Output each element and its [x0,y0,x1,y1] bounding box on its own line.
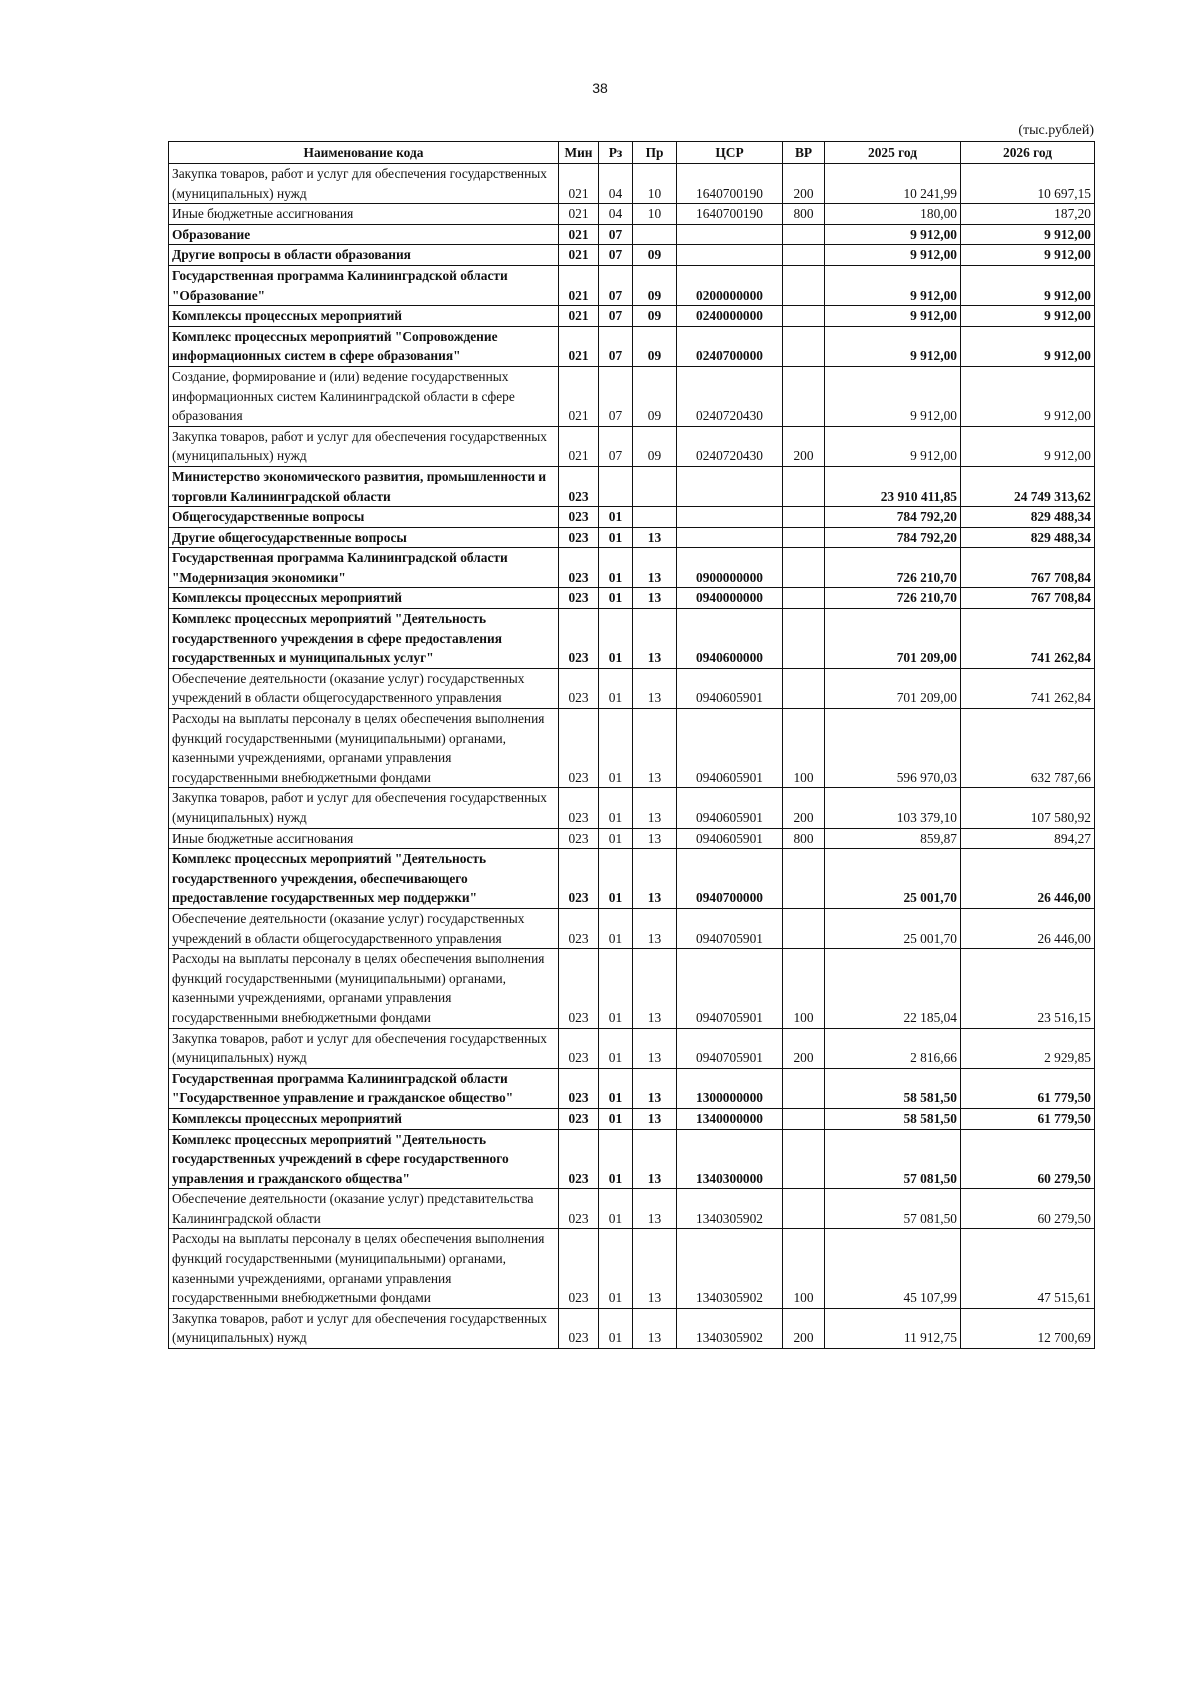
cell-name: Комплекс процессных мероприятий "Деятельность государственных учреждений в сфере государственного управления и гражданского общества" [169,1129,559,1189]
cell-rz: 01 [599,709,633,788]
table-body [169,164,1095,1349]
table-row [169,949,1095,1028]
cell-vr: 200 [783,1028,825,1068]
cell-vr [783,224,825,245]
cell-csr [677,507,783,528]
table-row [169,668,1095,708]
cell-name: Образование [169,224,559,245]
cell-2025: 701 209,00 [825,609,961,669]
cell-csr: 0900000000 [677,548,783,588]
cell-csr: 1340305902 [677,1308,783,1348]
table-row [169,1108,1095,1129]
cell-csr: 0940705901 [677,1028,783,1068]
cell-min: 021 [559,426,599,466]
cell-name: Иные бюджетные ассигнования [169,204,559,225]
cell-min: 021 [559,164,599,204]
cell-pr: 13 [633,709,677,788]
cell-name: Расходы на выплаты персоналу в целях обеспечения выполнения функций государственными (муниципальными) органами, казенными учреждениями, органами управления государственными внебюджетными фондами [169,1229,559,1308]
cell-pr: 13 [633,1028,677,1068]
cell-vr [783,1108,825,1129]
cell-2026: 829 488,34 [961,507,1095,528]
cell-pr: 09 [633,366,677,426]
table-row [169,849,1095,909]
cell-csr [677,245,783,266]
cell-2026: 26 446,00 [961,908,1095,948]
cell-rz: 01 [599,1108,633,1129]
cell-rz: 01 [599,548,633,588]
cell-name: Государственная программа Калининградской области "Модернизация экономики" [169,548,559,588]
cell-rz: 01 [599,588,633,609]
table-row [169,466,1095,506]
cell-2025: 9 912,00 [825,366,961,426]
cell-min: 023 [559,849,599,909]
table-row [169,1308,1095,1348]
cell-name: Закупка товаров, работ и услуг для обеспечения государственных (муниципальных) нужд [169,426,559,466]
cell-vr: 100 [783,1229,825,1308]
cell-2025: 701 209,00 [825,668,961,708]
cell-pr: 09 [633,245,677,266]
cell-2025: 180,00 [825,204,961,225]
cell-csr: 0940700000 [677,849,783,909]
column-header-csr: ЦСР [677,142,783,164]
cell-csr: 0940705901 [677,949,783,1028]
cell-pr [633,466,677,506]
cell-vr: 200 [783,164,825,204]
cell-2026: 9 912,00 [961,265,1095,305]
cell-min: 023 [559,788,599,828]
cell-name: Закупка товаров, работ и услуг для обеспечения государственных (муниципальных) нужд [169,1308,559,1348]
cell-vr [783,609,825,669]
cell-pr: 13 [633,609,677,669]
cell-csr: 1340305902 [677,1189,783,1229]
cell-min: 023 [559,1028,599,1068]
cell-name: Комплекс процессных мероприятий "Деятельность государственного учреждения в сфере предоставления государственных и муниципальных услуг" [169,609,559,669]
cell-pr: 13 [633,668,677,708]
cell-vr: 100 [783,949,825,1028]
table-row [169,709,1095,788]
cell-pr: 13 [633,1189,677,1229]
cell-min: 023 [559,949,599,1028]
cell-rz: 04 [599,204,633,225]
cell-rz: 01 [599,788,633,828]
cell-2025: 9 912,00 [825,306,961,327]
cell-vr [783,1129,825,1189]
cell-2025: 9 912,00 [825,426,961,466]
cell-name: Закупка товаров, работ и услуг для обеспечения государственных (муниципальных) нужд [169,788,559,828]
cell-pr: 13 [633,588,677,609]
budget-table [168,141,1095,1349]
cell-rz: 07 [599,306,633,327]
cell-2026: 9 912,00 [961,306,1095,327]
table-row [169,1229,1095,1308]
cell-2025: 23 910 411,85 [825,466,961,506]
cell-2025: 57 081,50 [825,1189,961,1229]
cell-2026: 829 488,34 [961,527,1095,548]
cell-csr: 1340305902 [677,1229,783,1308]
table-row [169,507,1095,528]
table-row [169,306,1095,327]
units-label: (тыс.рублей) [1018,123,1094,138]
cell-name: Государственная программа Калининградской области "Образование" [169,265,559,305]
cell-name: Расходы на выплаты персоналу в целях обеспечения выполнения функций государственными (муниципальными) органами, казенными учреждениями, органами управления государственными внебюджетными фондами [169,709,559,788]
cell-2026: 9 912,00 [961,224,1095,245]
cell-min: 021 [559,245,599,266]
cell-2026: 47 515,61 [961,1229,1095,1308]
cell-2025: 58 581,50 [825,1108,961,1129]
cell-vr [783,466,825,506]
cell-2026: 10 697,15 [961,164,1095,204]
cell-2026: 767 708,84 [961,548,1095,588]
cell-rz: 01 [599,828,633,849]
column-header-2026: 2026 год [961,142,1095,164]
cell-rz: 01 [599,1189,633,1229]
cell-2026: 9 912,00 [961,366,1095,426]
cell-vr [783,849,825,909]
cell-2026: 61 779,50 [961,1108,1095,1129]
cell-min: 023 [559,709,599,788]
cell-csr: 0240720430 [677,426,783,466]
cell-vr: 100 [783,709,825,788]
cell-min: 023 [559,1108,599,1129]
cell-2026: 894,27 [961,828,1095,849]
cell-csr: 0200000000 [677,265,783,305]
column-header-pr: Пр [633,142,677,164]
cell-rz: 01 [599,1028,633,1068]
cell-2026: 23 516,15 [961,949,1095,1028]
cell-csr: 0940705901 [677,908,783,948]
cell-csr: 1340000000 [677,1108,783,1129]
table-row [169,204,1095,225]
cell-rz: 01 [599,908,633,948]
cell-rz: 07 [599,245,633,266]
table-row [169,828,1095,849]
cell-2026: 24 749 313,62 [961,466,1095,506]
cell-2025: 784 792,20 [825,527,961,548]
table-row [169,1068,1095,1108]
cell-vr [783,366,825,426]
cell-min: 023 [559,908,599,948]
cell-2026: 632 787,66 [961,709,1095,788]
cell-2025: 2 816,66 [825,1028,961,1068]
table-row [169,908,1095,948]
cell-vr [783,668,825,708]
cell-2025: 9 912,00 [825,326,961,366]
cell-rz [599,466,633,506]
table-row [169,1129,1095,1189]
cell-vr [783,1189,825,1229]
cell-name: Иные бюджетные ассигнования [169,828,559,849]
cell-2025: 103 379,10 [825,788,961,828]
cell-2025: 45 107,99 [825,1229,961,1308]
cell-name: Обеспечение деятельности (оказание услуг) государственных учреждений в области общегосударственного управления [169,908,559,948]
cell-vr: 200 [783,788,825,828]
column-header-rz: Рз [599,142,633,164]
cell-rz: 07 [599,426,633,466]
cell-csr: 1640700190 [677,204,783,225]
cell-csr: 0240720430 [677,366,783,426]
cell-vr [783,265,825,305]
cell-pr: 09 [633,265,677,305]
cell-rz: 01 [599,1068,633,1108]
cell-2025: 9 912,00 [825,265,961,305]
table-row [169,326,1095,366]
cell-2025: 25 001,70 [825,908,961,948]
cell-pr: 10 [633,164,677,204]
cell-pr: 13 [633,1229,677,1308]
cell-min: 021 [559,366,599,426]
cell-pr: 13 [633,527,677,548]
cell-pr [633,507,677,528]
cell-name: Комплекс процессных мероприятий "Сопровождение информационных систем в сфере образования" [169,326,559,366]
cell-min: 021 [559,265,599,305]
table-row [169,366,1095,426]
cell-2025: 596 970,03 [825,709,961,788]
cell-2026: 741 262,84 [961,609,1095,669]
cell-csr [677,527,783,548]
cell-rz: 01 [599,507,633,528]
cell-2025: 9 912,00 [825,245,961,266]
table-row [169,245,1095,266]
cell-min: 023 [559,466,599,506]
cell-min: 023 [559,1129,599,1189]
cell-vr [783,1068,825,1108]
cell-pr [633,224,677,245]
cell-csr: 0940600000 [677,609,783,669]
cell-2025: 9 912,00 [825,224,961,245]
cell-min: 023 [559,588,599,609]
cell-name: Другие вопросы в области образования [169,245,559,266]
cell-min: 023 [559,1068,599,1108]
cell-name: Государственная программа Калининградской области "Государственное управление и гражданское общество" [169,1068,559,1108]
cell-rz: 01 [599,609,633,669]
cell-2025: 859,87 [825,828,961,849]
cell-vr: 200 [783,426,825,466]
cell-2026: 9 912,00 [961,426,1095,466]
cell-2026: 767 708,84 [961,588,1095,609]
cell-2026: 187,20 [961,204,1095,225]
cell-min: 021 [559,224,599,245]
cell-rz: 04 [599,164,633,204]
cell-rz: 01 [599,1229,633,1308]
cell-csr: 1340300000 [677,1129,783,1189]
cell-pr: 10 [633,204,677,225]
cell-2025: 10 241,99 [825,164,961,204]
cell-csr: 0240000000 [677,306,783,327]
cell-name: Закупка товаров, работ и услуг для обеспечения государственных (муниципальных) нужд [169,1028,559,1068]
cell-vr: 200 [783,1308,825,1348]
cell-2026: 107 580,92 [961,788,1095,828]
cell-2025: 58 581,50 [825,1068,961,1108]
cell-name: Министерство экономического развития, промышленности и торговли Калининградской области [169,466,559,506]
cell-2025: 726 210,70 [825,588,961,609]
cell-min: 021 [559,306,599,327]
cell-rz: 01 [599,1308,633,1348]
table-row [169,548,1095,588]
cell-vr [783,326,825,366]
column-header-min: Мин [559,142,599,164]
cell-pr: 09 [633,426,677,466]
cell-2026: 60 279,50 [961,1129,1095,1189]
cell-2026: 741 262,84 [961,668,1095,708]
table-row [169,426,1095,466]
cell-rz: 01 [599,1129,633,1189]
cell-2026: 9 912,00 [961,245,1095,266]
cell-rz: 01 [599,527,633,548]
cell-csr: 0940605901 [677,709,783,788]
cell-name: Комплекс процессных мероприятий "Деятельность государственного учреждения, обеспечивающего предоставление государственных мер поддержки" [169,849,559,909]
cell-min: 021 [559,326,599,366]
cell-min: 023 [559,548,599,588]
cell-name: Создание, формирование и (или) ведение государственных информационных систем Калининградской области в сфере образования [169,366,559,426]
column-header-name: Наименование кода [169,142,559,164]
cell-vr [783,588,825,609]
cell-2025: 11 912,75 [825,1308,961,1348]
cell-vr [783,306,825,327]
table-row [169,1189,1095,1229]
cell-rz: 01 [599,949,633,1028]
cell-min: 023 [559,668,599,708]
cell-name: Комплексы процессных мероприятий [169,306,559,327]
cell-pr: 13 [633,949,677,1028]
cell-csr: 0940605901 [677,828,783,849]
table-row [169,588,1095,609]
cell-min: 023 [559,507,599,528]
cell-name: Обеспечение деятельности (оказание услуг) представительства Калининградской области [169,1189,559,1229]
cell-name: Обеспечение деятельности (оказание услуг) государственных учреждений в области общегосударственного управления [169,668,559,708]
cell-name: Комплексы процессных мероприятий [169,1108,559,1129]
table-row [169,527,1095,548]
cell-min: 023 [559,527,599,548]
table-row [169,265,1095,305]
cell-rz: 07 [599,224,633,245]
table-row [169,788,1095,828]
cell-csr: 0240700000 [677,326,783,366]
cell-2025: 57 081,50 [825,1129,961,1189]
cell-2025: 22 185,04 [825,949,961,1028]
cell-csr [677,466,783,506]
table-row [169,164,1095,204]
cell-vr [783,548,825,588]
cell-vr: 800 [783,828,825,849]
cell-2025: 25 001,70 [825,849,961,909]
cell-min: 023 [559,1189,599,1229]
cell-pr: 09 [633,306,677,327]
cell-csr: 0940000000 [677,588,783,609]
cell-min: 023 [559,828,599,849]
cell-min: 023 [559,609,599,669]
cell-min: 021 [559,204,599,225]
table-header-row [169,142,1095,164]
cell-csr [677,224,783,245]
column-header-2025: 2025 год [825,142,961,164]
cell-pr: 13 [633,548,677,588]
cell-rz: 01 [599,849,633,909]
cell-2026: 9 912,00 [961,326,1095,366]
cell-csr: 0940605901 [677,788,783,828]
cell-2026: 12 700,69 [961,1308,1095,1348]
cell-name: Другие общегосударственные вопросы [169,527,559,548]
cell-csr: 0940605901 [677,668,783,708]
cell-2026: 60 279,50 [961,1189,1095,1229]
cell-csr: 1640700190 [677,164,783,204]
cell-vr [783,527,825,548]
cell-pr: 13 [633,1308,677,1348]
cell-min: 023 [559,1308,599,1348]
cell-2025: 726 210,70 [825,548,961,588]
cell-vr [783,908,825,948]
cell-name: Комплексы процессных мероприятий [169,588,559,609]
cell-min: 023 [559,1229,599,1308]
cell-rz: 01 [599,668,633,708]
cell-rz: 07 [599,366,633,426]
table-row [169,224,1095,245]
cell-name: Закупка товаров, работ и услуг для обеспечения государственных (муниципальных) нужд [169,164,559,204]
cell-pr: 13 [633,849,677,909]
cell-pr: 13 [633,1068,677,1108]
table-row [169,609,1095,669]
cell-2025: 784 792,20 [825,507,961,528]
cell-pr: 13 [633,908,677,948]
cell-pr: 09 [633,326,677,366]
cell-csr: 1300000000 [677,1068,783,1108]
cell-vr: 800 [783,204,825,225]
cell-name: Расходы на выплаты персоналу в целях обеспечения выполнения функций государственными (муниципальными) органами, казенными учреждениями, органами управления государственными внебюджетными фондами [169,949,559,1028]
cell-pr: 13 [633,1108,677,1129]
cell-pr: 13 [633,1129,677,1189]
cell-vr [783,507,825,528]
cell-vr [783,245,825,266]
cell-2026: 61 779,50 [961,1068,1095,1108]
cell-rz: 07 [599,326,633,366]
cell-2026: 26 446,00 [961,849,1095,909]
cell-name: Общегосударственные вопросы [169,507,559,528]
cell-pr: 13 [633,788,677,828]
cell-pr: 13 [633,828,677,849]
cell-rz: 07 [599,265,633,305]
cell-2026: 2 929,85 [961,1028,1095,1068]
page-number: 38 [592,80,608,96]
column-header-vr: ВР [783,142,825,164]
table-row [169,1028,1095,1068]
